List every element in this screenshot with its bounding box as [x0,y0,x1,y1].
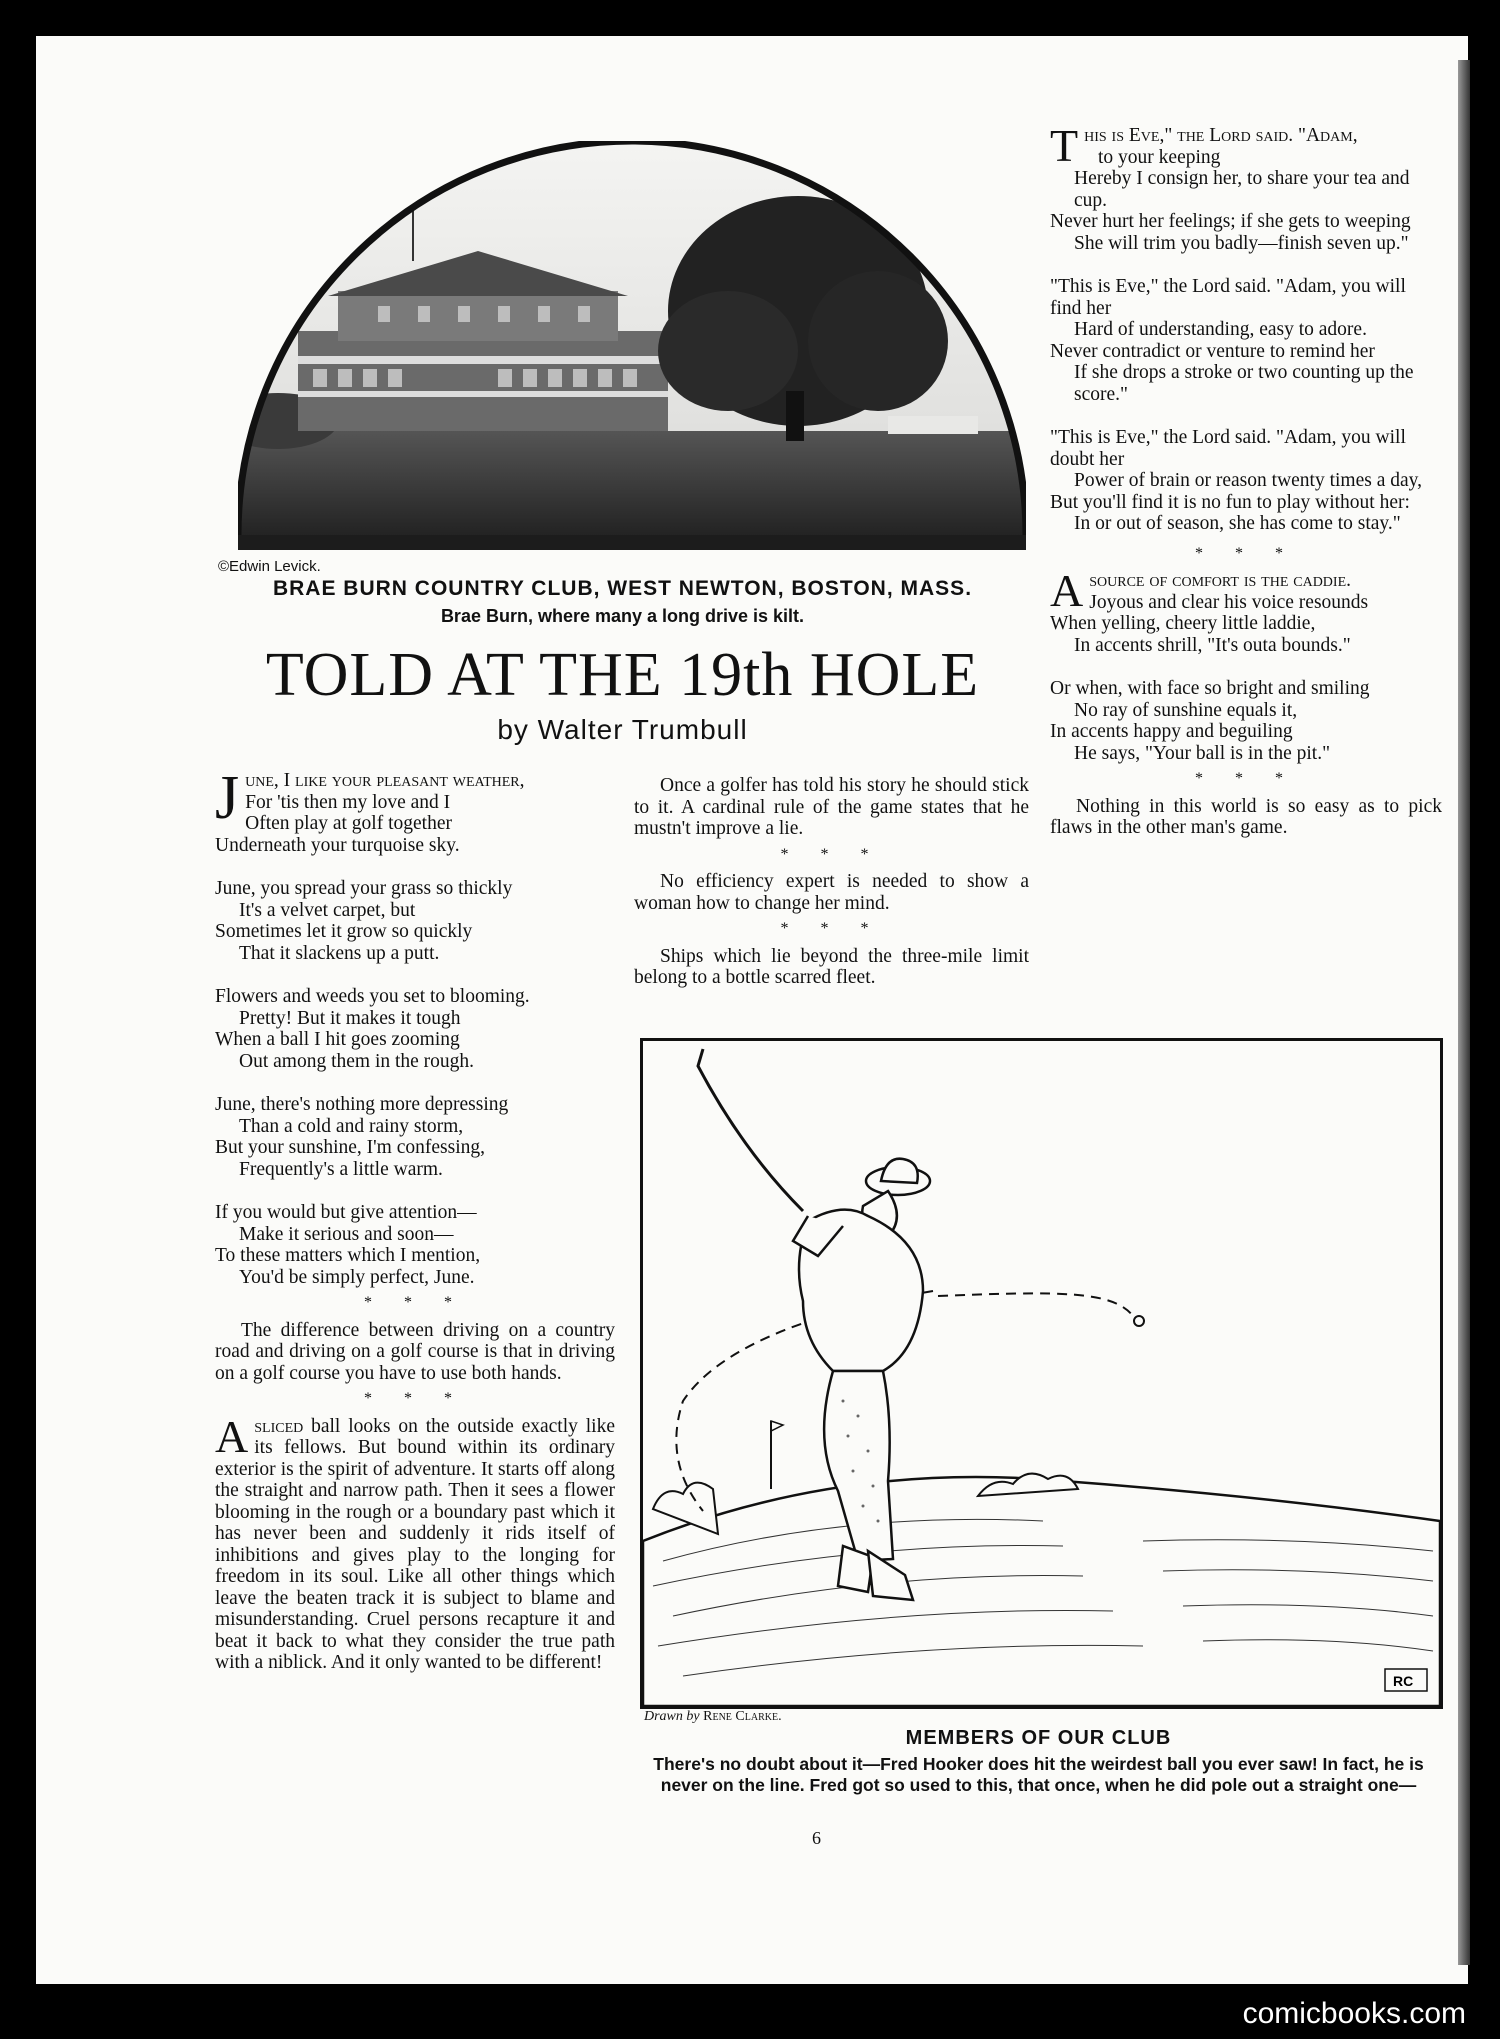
poem-eve-stanza-2 [1050,276,1442,405]
lead-word: sliced [254,1415,304,1437]
poem-line: He says, "Your ball is in the pit." [1074,742,1331,764]
photo-caption-title: BRAE BURN COUNTRY CLUB, WEST NEWTON, BOSTON, MASS. [272,577,973,600]
ships-paragraph: Ships which lie beyond the three-mile limit belong to a bottle scarred fleet. [634,945,1029,988]
section-separator: * * * [1195,770,1297,787]
poem-line: To these matters which I mention, [215,1245,481,1266]
poem-line: She will trim you badly—finish seven up." [1074,232,1409,254]
poem-line: Never contradict or venture to remind her [1050,340,1375,362]
section-separator: * * * [1195,544,1297,562]
dropcap-a: A [1050,565,1084,616]
page-right-edge [1458,60,1470,1965]
section-separator: * * * [364,1294,466,1311]
poem-june-stanza-1 [215,764,615,856]
country-club-photo [238,141,1026,550]
poem-line: When a ball I hit goes zooming [215,1029,460,1050]
page-number: 6 [812,1828,821,1848]
article-title: TOLD AT THE 19th HOLE [265,641,980,709]
golfer-cartoon [640,1038,1443,1709]
poem-caddie-stanza-2 [1050,678,1442,764]
poem-line: Pretty! But it makes it tough [239,1007,461,1029]
article-byline: by Walter Trumbull [497,714,748,745]
section-separator: * * * [780,845,883,863]
column-1 [215,764,615,1674]
poem-eve-stanza-3 [1050,427,1442,535]
poem-line: But you'll find it is no fun to play without her: [1050,491,1410,513]
cartoon-caption-title: MEMBERS OF OUR CLUB [905,1727,1172,1749]
dropcap-t: T [1050,120,1079,171]
poem-line: his is Eve," the Lord said. "Adam, [1084,125,1358,146]
section-separator: * * * [364,1390,466,1407]
column-2 [634,775,1029,989]
sliced-ball-paragraph [215,1410,615,1674]
poem-june-stanza-2 [215,878,615,964]
poem-line: It's a velvet carpet, but [239,899,416,921]
poem-line: June, you spread your grass so thickly [215,878,513,899]
poem-line: Sometimes let it grow so quickly [215,921,473,942]
cartoon-caption-text: There's no doubt about it—Fred Hooker does hit the weirdest ball you ever saw! In fact, he is never on the line. Fred got so used to this, that once, when he did pole out a straight one— [653,1754,1424,1795]
section-separator: * * * [780,920,883,937]
poem-line: Make it serious and soon— [239,1223,454,1245]
dropcap-a: A [215,1410,249,1462]
poem-line: For 'tis then my love and I [245,791,451,813]
dropcap-j: J [215,764,240,832]
poem-line: When yelling, cheery little laddie, [1050,613,1316,634]
poem-line: Often play at golf together [245,813,452,834]
poem-line: "This is Eve," the Lord said. "Adam, you will doubt her [1050,427,1406,470]
paragraph-body: ball looks on the outside exactly like its fellows. But bound within its ordinary exterior is the spirit of adventure. It starts off along the straight and narrow path. Then it sees a flower blooming in the rough or a boundary past which it has never been and suddenly it rids itself of inhibitions and gives play to the longing for freedom in its soul. Like all other things which leave the beaten track it is subject to blame and misunderstanding. Cruel persons recapture it and beat it back to what they consider the true path with a niblick. And it only wanted to be different! [215,1415,615,1673]
photo-credit: ©Edwin Levick. [218,558,321,575]
poem-line: Hereby I consign her, to share your tea and cup. [1074,168,1410,211]
artist-signature: RC [1393,1673,1414,1689]
driving-paragraph: The difference between driving on a country road and driving on a golf course is that in driving on a golf course you have to use both hands. [215,1319,615,1384]
poem-line: But your sunshine, I'm confessing, [215,1137,485,1158]
artist-name: Rene Clarke. [703,1709,782,1724]
poem-line: source of comfort is the caddie. [1089,570,1352,591]
poem-line: June, there's nothing more depressing [215,1094,509,1115]
poem-line: Out among them in the rough. [239,1050,475,1072]
poem-line: to your keeping [1098,146,1221,168]
poem-line: No ray of sunshine equals it, [1074,699,1298,721]
poem-line: That it slackens up a putt. [239,942,440,964]
flaws-paragraph: Nothing in this world is so easy as to pick flaws in the other man's game. [1050,795,1442,838]
poem-line: Never hurt her feelings; if she gets to weeping [1050,211,1411,232]
poem-line: Or when, with face so bright and smiling [1050,678,1370,699]
poem-eve-stanza-1 [1050,120,1442,254]
photo-caption-subtitle: Brae Burn, where many a long drive is kilt. [440,606,805,626]
cartoon-credit [644,1709,782,1725]
poem-june-stanza-5 [215,1202,615,1288]
poem-line: Power of brain or reason twenty times a day, [1074,470,1423,491]
site-watermark: comicbooks.com [1242,1997,1466,2030]
poem-line: Frequently's a little warm. [239,1158,443,1180]
poem-caddie-stanza-1 [1050,565,1442,656]
poem-line: In accents happy and beguiling [1050,721,1293,742]
poem-line: Than a cold and rainy storm, [239,1115,464,1137]
efficiency-paragraph: No efficiency expert is needed to show a woman how to change her mind. [634,871,1029,914]
poem-june-stanza-3 [215,986,615,1072]
column-3 [1050,120,1442,839]
poem-line: In or out of season, she has come to stay." [1074,513,1401,534]
poem-line: Joyous and clear his voice resounds [1089,591,1369,613]
drawn-by-label: Drawn by [644,1709,700,1724]
poem-line: Hard of understanding, easy to adore. [1074,319,1367,340]
poem-line: If she drops a stroke or two counting up the score." [1074,362,1414,405]
poem-line: Underneath your turquoise sky. [215,834,460,856]
poem-line: You'd be simply perfect, June. [239,1266,475,1288]
poem-line: If you would but give attention— [215,1202,477,1223]
poem-june-stanza-4 [215,1094,615,1180]
golfer-story-paragraph: Once a golfer has told his story he should stick to it. A cardinal rule of the game states that he mustn't improve a lie. [634,775,1029,839]
poem-line: une, I like your pleasant weather, [245,770,525,791]
poem-line: In accents shrill, "It's outa bounds." [1074,634,1351,656]
poem-line: "This is Eve," the Lord said. "Adam, you will find her [1050,276,1406,319]
poem-line: Flowers and weeds you set to blooming. [215,986,530,1007]
